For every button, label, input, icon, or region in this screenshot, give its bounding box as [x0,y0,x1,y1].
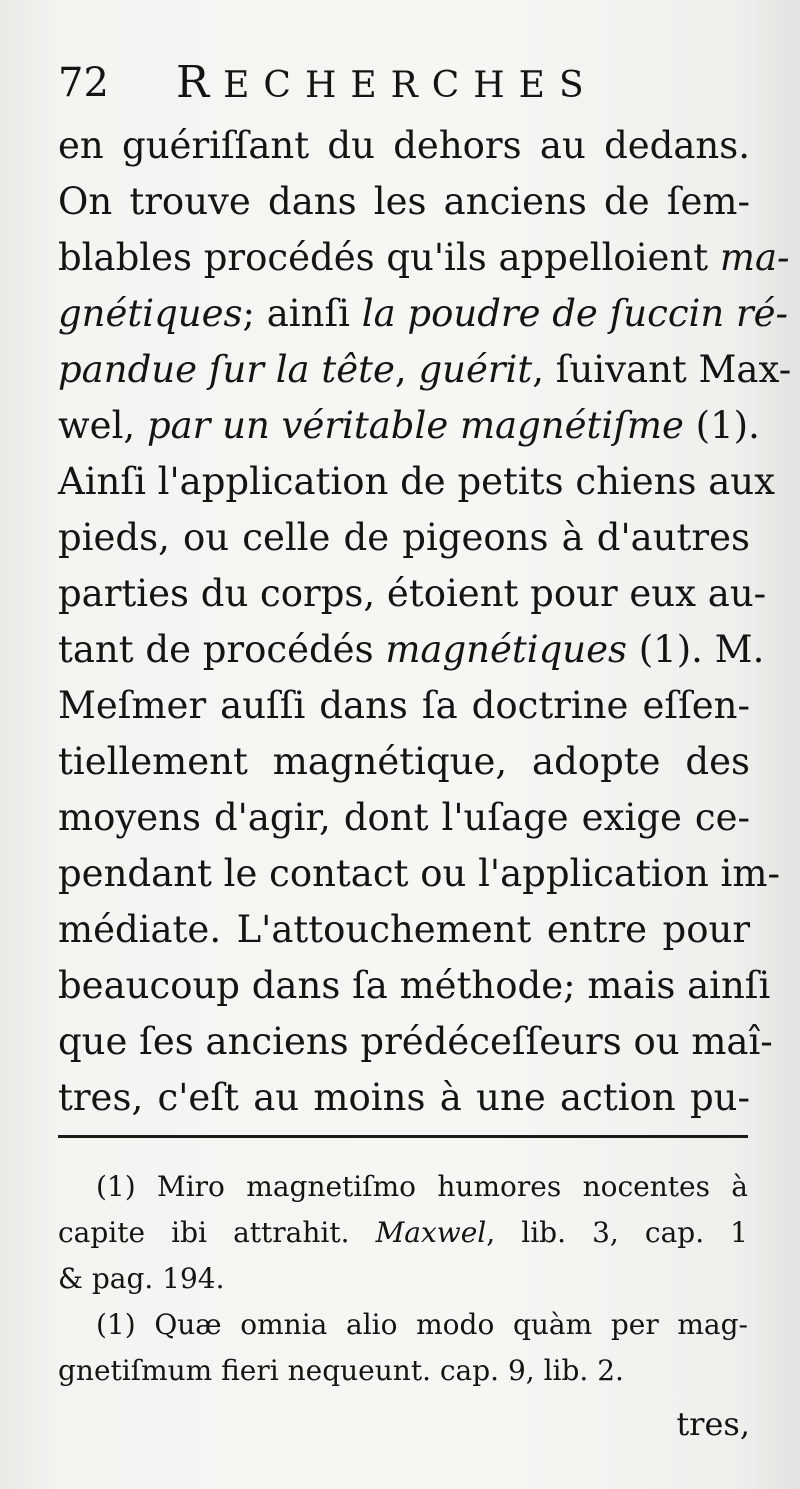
text-line [58,1014,773,1070]
text-line [58,510,750,566]
italic-run: la poudre de ſuccin ré- [361,292,789,335]
text-run: parties du corps, étoient pour eux au- [58,572,767,615]
text-line [58,454,775,510]
running-title [176,58,598,111]
italic-run: magnétiques [385,628,627,671]
text-run: On trouve dans les anciens de ſem- [58,180,750,223]
text-run: , [394,348,419,391]
text-run: tant de procédés [58,628,386,671]
text-line [58,902,750,958]
page-header [58,58,748,108]
text-line [58,118,750,174]
text-line [58,958,771,1014]
text-line [58,846,780,902]
footnote-1-line: (1) Miro magnetiſmo humores nocentes à [96,1170,748,1203]
text-run: , lib. 3, cap. 1 [486,1216,748,1249]
footnote-divider [58,1135,748,1138]
text-run: (1). [683,404,760,447]
text-run: blables procédés qu'ils appelloient [58,236,720,279]
page-number: 72 [58,60,109,106]
running-title-initial: R [176,57,224,108]
text-line [58,342,792,398]
text-run: pendant le contact ou l'application im- [58,852,780,895]
text-run: capite ibi attrahit. [58,1216,376,1249]
text-line [58,1070,750,1126]
italic-run: guérit [418,348,533,391]
italic-run: ma- [719,236,790,279]
text-run: (1). M. [626,628,765,671]
text-run: wel, [58,404,147,447]
text-run: beaucoup dans ſa méthode; mais ainſi [58,964,771,1007]
text-run: moyens d'agir, dont l'uſage exige ce- [58,796,750,839]
footnote-2-line: gnetiſmum fieri nequeunt. cap. 9, lib. 2. [58,1354,624,1387]
text-line [58,678,750,734]
catchword: tres, [676,1405,750,1443]
text-run: , ſuivant Max- [532,348,792,391]
text-run: que ſes anciens prédéceſſeurs ou maî- [58,1020,773,1063]
text-run: en guériſſant du dehors au dedans. [58,124,750,167]
text-run: Meſmer auſſi dans ſa doctrine eſſen- [58,684,750,727]
italic-run: pandue ſur la tête [58,348,395,391]
italic-run: par un véritable magnétiſme [146,404,684,447]
text-line [58,230,790,286]
text-line [58,286,789,342]
text-line [58,734,750,790]
text-run: Ainſi l'application de petits chiens aux [58,460,775,503]
footnote-1-line: & pag. 194. [58,1262,225,1295]
footnote-2-line: (1) Quæ omnia alio modo quàm per mag- [96,1308,748,1341]
text-line [58,790,750,846]
text-line [58,174,750,230]
running-title-rest: ECHERCHES [223,65,598,106]
text-run: tres, c'eſt au moins à une action pu- [58,1076,750,1119]
text-line [58,398,760,454]
italic-run: gnétiques [58,292,243,335]
italic-run: Maxwel [375,1216,487,1249]
text-run: tiellement magnétique, adopte des [58,740,750,783]
footnotes [58,1164,748,1394]
text-run: médiate. L'attouchement entre pour [58,908,750,951]
main-text [58,118,792,1126]
footnote-1-line [58,1210,748,1256]
text-run: pieds, ou celle de pigeons à d'autres [58,516,750,559]
text-line [58,622,765,678]
text-line [58,566,767,622]
text-run: ; ainſi [242,292,362,335]
